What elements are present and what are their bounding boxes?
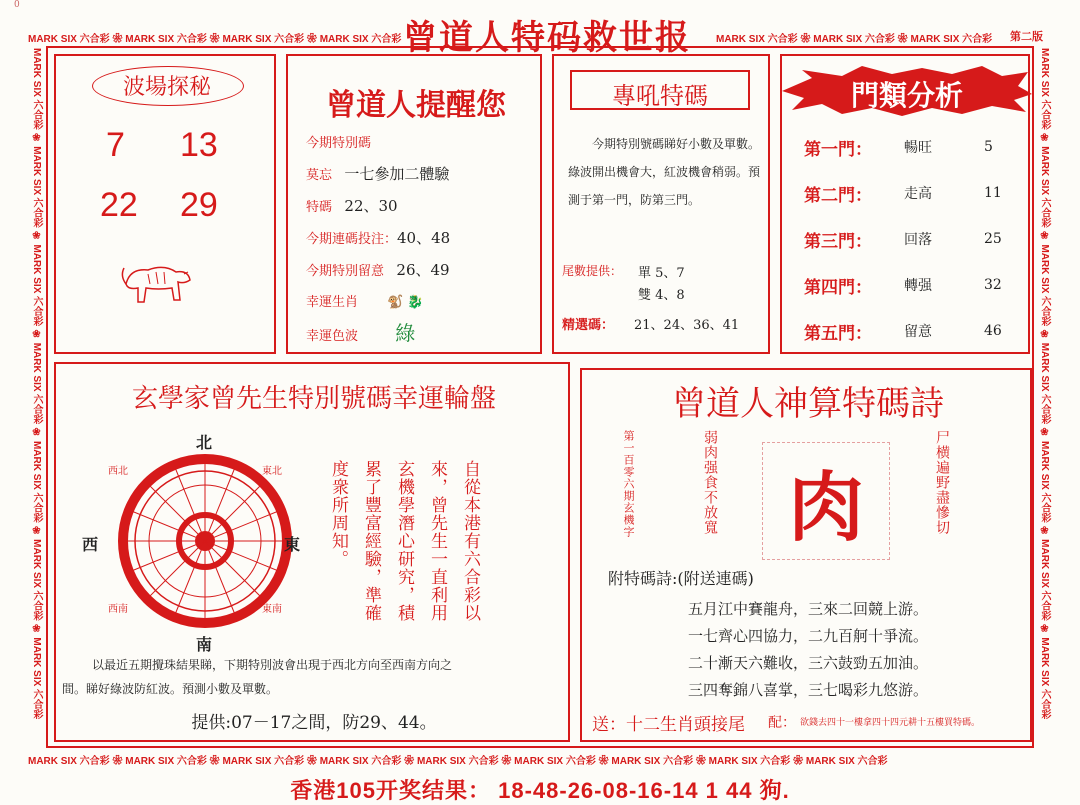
strip-text: MARK SIX 六合彩	[125, 756, 207, 767]
vertical-column: 玄機學潛心研究，積	[394, 460, 414, 622]
dir-northwest: 西北	[108, 466, 128, 477]
pick-label: 精選碼：	[562, 318, 615, 333]
gift-pair: 欲錢去四十一樓拿四十四元耕十五樓買特碼。	[800, 718, 981, 728]
strip-text: MARK SIX 六合彩	[31, 48, 42, 130]
remind-label: 幸運生肖	[306, 295, 359, 310]
door-row: 第三門： 回落 25	[804, 231, 1002, 252]
strip-text: MARK SIX 六合彩	[222, 34, 305, 45]
remind-value: 22、30	[344, 197, 398, 215]
remind-line	[306, 159, 450, 191]
panel-special-title: 專吼特碼	[612, 82, 708, 110]
wave-number: 29	[180, 186, 218, 224]
vertical-column: 自從本港有六合彩以	[460, 460, 480, 622]
pick-value: 21、24、36、41	[634, 318, 740, 333]
edition-label: 第二版	[1010, 30, 1043, 43]
tiger-icon	[118, 254, 198, 310]
strip-text: MARK SIX 六合彩	[319, 34, 402, 45]
corner-mark: 0	[14, 0, 20, 10]
strip-text: MARK SIX 六合彩	[319, 756, 402, 767]
remind-label: 今期特別碼	[306, 136, 372, 151]
panel-poem	[580, 368, 1032, 742]
vertical-column: 來，曾先生一直利用	[427, 460, 447, 622]
result-banner: 香港105开奖结果： 18-48-26-08-16-14 1 44 狗.	[290, 778, 790, 803]
gift-pair-label: 配：	[768, 715, 796, 731]
poem-mid-column: 弱肉强食不放寬	[702, 430, 718, 535]
wave-number: 7	[106, 126, 125, 164]
panel-wheel	[54, 362, 570, 742]
strip-text: MARK SIX 六合彩	[1039, 342, 1050, 425]
panel-remind-title: 曾道人提醒您	[326, 88, 506, 123]
poem-subtitle: 附特碼詩:(附送連碼)	[608, 569, 754, 588]
panel-special	[552, 54, 770, 354]
remind-value: 一七參加二體驗	[344, 165, 450, 183]
strip-text: MARK SIX 六合彩	[31, 342, 42, 425]
dir-northeast: 東北	[262, 466, 282, 477]
strip-text: MARK SIX 六合彩	[28, 756, 110, 767]
dir-southeast: 東南	[262, 604, 282, 615]
poem-right-column: 尸横遍野盡慘切	[934, 430, 950, 535]
vertical-column: 度衆所周知。	[328, 460, 348, 568]
lucky-color: 綠	[395, 321, 416, 345]
poem-line: 二十漸天六難收，三六鼓勁五加油。	[687, 654, 928, 672]
zodiac-icon: 🐒 🐉	[386, 295, 424, 310]
panel-remind	[286, 54, 542, 354]
strip-text: MARK SIX 六合彩	[125, 34, 207, 45]
poem-line: 五月江中賽龍舟，三來二回競上游。	[687, 600, 928, 618]
remind-line	[306, 128, 450, 159]
remind-value: 40、48	[397, 229, 451, 247]
wheel-provide: 提供:07－17之間，防29、44。	[191, 713, 437, 733]
strip-text: MARK SIX 六合彩	[31, 440, 42, 523]
panel-wave-title: 波場探秘	[122, 75, 211, 100]
door-row: 第四門： 轉强 32	[804, 277, 1002, 298]
panel-wheel-title: 玄學家曾先生特別號碼幸運輪盤	[131, 384, 496, 414]
remind-label: 幸運色波	[306, 329, 359, 344]
strip-text: MARK SIX 六合彩	[28, 34, 110, 45]
border-strip-right: MARK SIX 六合彩 ❀ MARK SIX 六合彩 ❀ MARK SIX 六合彩 ❀ MARK SIX 六合彩 ❀ MARK SIX 六合彩 ❀ MARK SIX 六合彩 ❀ MARK SIX 六合彩	[1039, 48, 1050, 720]
strip-text: MARK SIX 六合彩	[1039, 440, 1050, 523]
remind-label: 今期連碼投注：	[306, 232, 398, 247]
door-row: 第五門： 留意 46	[804, 323, 1002, 344]
door-list	[804, 124, 1024, 354]
remind-label: 莫忘	[306, 168, 333, 183]
wave-number: 22	[100, 186, 138, 224]
strip-text: MARK SIX 六合彩	[222, 756, 305, 767]
border-strip-bottom: MARK SIX 六合彩 ❀ MARK SIX 六合彩 ❀ MARK SIX 六合彩 ❀ MARK SIX 六合彩 ❀ MARK SIX 六合彩 ❀ MARK SIX 六合彩 ❀ MARK SIX 六合彩 ❀ MARK SIX 六合彩 ❀ MARK SIX 六合彩	[28, 756, 888, 767]
remind-line	[306, 191, 450, 223]
strip-text: MARK SIX 六合彩	[31, 146, 42, 228]
strip-text: MARK SIX 六合彩	[31, 539, 42, 621]
poem-lines	[582, 592, 1034, 706]
dir-west: 西	[82, 535, 99, 554]
dir-east: 東	[284, 535, 301, 554]
wheel-description-columns	[326, 460, 483, 640]
strip-text: MARK SIX 六合彩	[1039, 637, 1050, 720]
gift-label: 送：十二生肖頭接尾	[592, 715, 745, 735]
strip-text: MARK SIX 六合彩	[910, 34, 993, 45]
dir-southwest: 西南	[108, 604, 128, 615]
vertical-column: 累了豐富經驗，準確	[361, 460, 381, 622]
door-row: 第二門： 走高 11	[804, 185, 1002, 206]
tail-label: 尾數提供：	[562, 264, 623, 278]
poem-period-column: 第一百零六期玄機字	[622, 430, 635, 538]
panel-wave	[54, 54, 276, 354]
wheel-desc-line1: 以最近五期攪珠結果睇，下期特別波會出現于西北方向至西南方向之	[92, 658, 453, 672]
remind-line	[306, 223, 450, 255]
remind-value: 26、49	[396, 261, 450, 279]
strip-text: MARK SIX 六合彩	[1039, 48, 1050, 130]
strip-text: MARK SIX 六合彩	[1039, 539, 1050, 621]
wave-number: 13	[180, 126, 218, 164]
page-title: 曾道人特码救世报	[403, 18, 691, 58]
dir-south: 南	[196, 635, 213, 654]
wheel-desc-line2: 間。睇好綠波防紅波。預測小數及單數。	[62, 682, 279, 696]
strip-text: MARK SIX 六合彩	[514, 756, 596, 767]
poem-line: 一七齊心四協力，二九百舸十爭流。	[687, 627, 928, 645]
panel-poem-title: 曾道人神算特碼詩	[672, 384, 944, 424]
border-strip-top-left: MARK SIX 六合彩 ❀ MARK SIX 六合彩 ❀ MARK SIX 六合彩 ❀ MARK SIX 六合彩	[28, 34, 402, 45]
remind-label: 今期特別留意	[306, 264, 385, 279]
remind-line	[306, 255, 450, 287]
special-body: 今期特別號碼睇好小數及單數。綠波開出機會大，紅波機會稍弱。預測于第一門，防第三門。	[568, 137, 761, 207]
border-strip-top-right: MARK SIX 六合彩 ❀ MARK SIX 六合彩 ❀ MARK SIX 六合彩	[716, 34, 993, 45]
poem-line: 三四奪錦八喜掌，三七喝彩九悠游。	[687, 681, 928, 699]
remind-line	[306, 318, 450, 352]
strip-text: MARK SIX 六合彩	[708, 756, 791, 767]
tail-double: 雙 4、8	[638, 288, 685, 303]
strip-text: MARK SIX 六合彩	[716, 34, 798, 45]
panel-doors	[780, 54, 1030, 354]
strip-text: MARK SIX 六合彩	[31, 244, 42, 327]
remind-list	[306, 128, 450, 352]
strip-text: MARK SIX 六合彩	[813, 34, 895, 45]
door-row: 第一門： 暢旺 5	[804, 139, 993, 160]
remind-label: 特碼	[306, 200, 333, 215]
strip-text: MARK SIX 六合彩	[31, 637, 42, 720]
strip-text: MARK SIX 六合彩	[1039, 146, 1050, 228]
dir-north: 北	[196, 433, 213, 452]
panel-doors-title: 門類分析	[850, 79, 963, 112]
strip-text: MARK SIX 六合彩	[805, 756, 888, 767]
strip-text: MARK SIX 六合彩	[611, 756, 694, 767]
poem-big-char: 肉	[762, 442, 890, 560]
strip-text: MARK SIX 六合彩	[416, 756, 499, 767]
border-strip-left: MARK SIX 六合彩 ❀ MARK SIX 六合彩 ❀ MARK SIX 六合彩 ❀ MARK SIX 六合彩 ❀ MARK SIX 六合彩 ❀ MARK SIX 六合彩 ❀ MARK SIX 六合彩	[31, 48, 42, 720]
tail-single: 單 5、7	[638, 266, 685, 281]
strip-text: MARK SIX 六合彩	[1039, 244, 1050, 327]
remind-line	[306, 287, 450, 318]
